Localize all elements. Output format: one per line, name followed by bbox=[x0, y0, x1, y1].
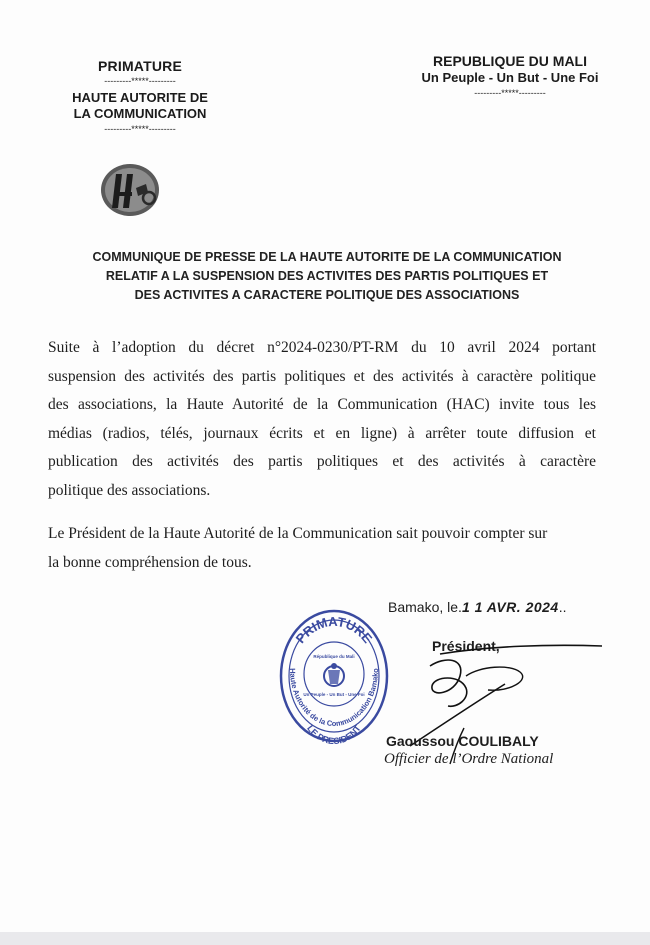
closing-line: Le Président de la Haute Autorité de la Communication sait pouvoir compter sur bbox=[48, 525, 548, 542]
hac-logo-icon bbox=[100, 162, 160, 218]
place: Bamako, le. bbox=[388, 599, 462, 615]
stamp-center-bottom: Un Peuple - Un But - Une Foi bbox=[303, 692, 365, 697]
header-separator: ---------*****--------- bbox=[104, 124, 176, 134]
body-line: des associations, la Haute Autorité de la Communication (HAC) invite tous les bbox=[48, 396, 596, 413]
stamp-center-top: République du Mali bbox=[313, 654, 355, 659]
header-republic: REPUBLIQUE DU MALI bbox=[433, 53, 587, 69]
date-trail: .. bbox=[558, 599, 567, 615]
header-separator: ---------*****--------- bbox=[474, 88, 546, 98]
body-line: Suite à l’adoption du décret n°2024-0230/PT-RM du 10 avril 2024 portant bbox=[48, 339, 596, 356]
header-separator: ---------*****--------- bbox=[104, 76, 176, 86]
communique-title bbox=[40, 248, 614, 305]
title-line: COMMUNIQUE DE PRESSE DE LA HAUTE AUTORITE DE LA COMMUNICATION bbox=[92, 250, 562, 264]
header-motto: Un Peuple - Un But - Une Foi bbox=[421, 70, 599, 85]
closing-line: la bonne compréhension de tous. bbox=[48, 553, 252, 571]
header-hac-line1: HAUTE AUTORITE DE bbox=[72, 90, 208, 105]
body-line: médias (radios, télés, journaux écrits et en ligne) à arrêter toute diffusion et bbox=[48, 424, 596, 442]
body-line: politique des associations. bbox=[48, 481, 211, 499]
title-line: RELATIF A LA SUSPENSION DES ACTIVITES DES PARTIS POLITIQUES ET bbox=[105, 269, 549, 283]
date: 1 1 AVR. 2024 bbox=[461, 599, 559, 615]
header-hac-line2: LA COMMUNICATION bbox=[73, 106, 207, 121]
body-line: publication des activités des partis politiques et des activités à caractère bbox=[48, 453, 596, 470]
header-primature: PRIMATURE bbox=[98, 58, 182, 74]
title-line: DES ACTIVITES A CARACTERE POLITIQUE DES ASSOCIATIONS bbox=[134, 288, 520, 302]
stamp-top-text: PRIMATURE bbox=[292, 613, 376, 647]
stamp-bottom-text: LE PRESIDENT bbox=[305, 723, 363, 744]
bottom-strip bbox=[0, 932, 650, 945]
header-right bbox=[405, 53, 615, 98]
signer-distinction: Officier de l’Ordre National bbox=[384, 751, 554, 767]
coat-of-arms-icon bbox=[324, 663, 344, 686]
closing-paragraph bbox=[48, 520, 596, 577]
signer-name: Gaoussou COULIBALY bbox=[386, 733, 539, 749]
header-left bbox=[40, 58, 240, 138]
place-date bbox=[388, 599, 567, 615]
signatory-role: Président, bbox=[432, 638, 500, 654]
communique-body bbox=[48, 334, 596, 505]
stamp-ring-text: Haute Autorité de la Communication Bamako bbox=[287, 668, 381, 729]
body-line: suspension des activités des partis politiques et des activités à caractère politique bbox=[48, 367, 596, 385]
